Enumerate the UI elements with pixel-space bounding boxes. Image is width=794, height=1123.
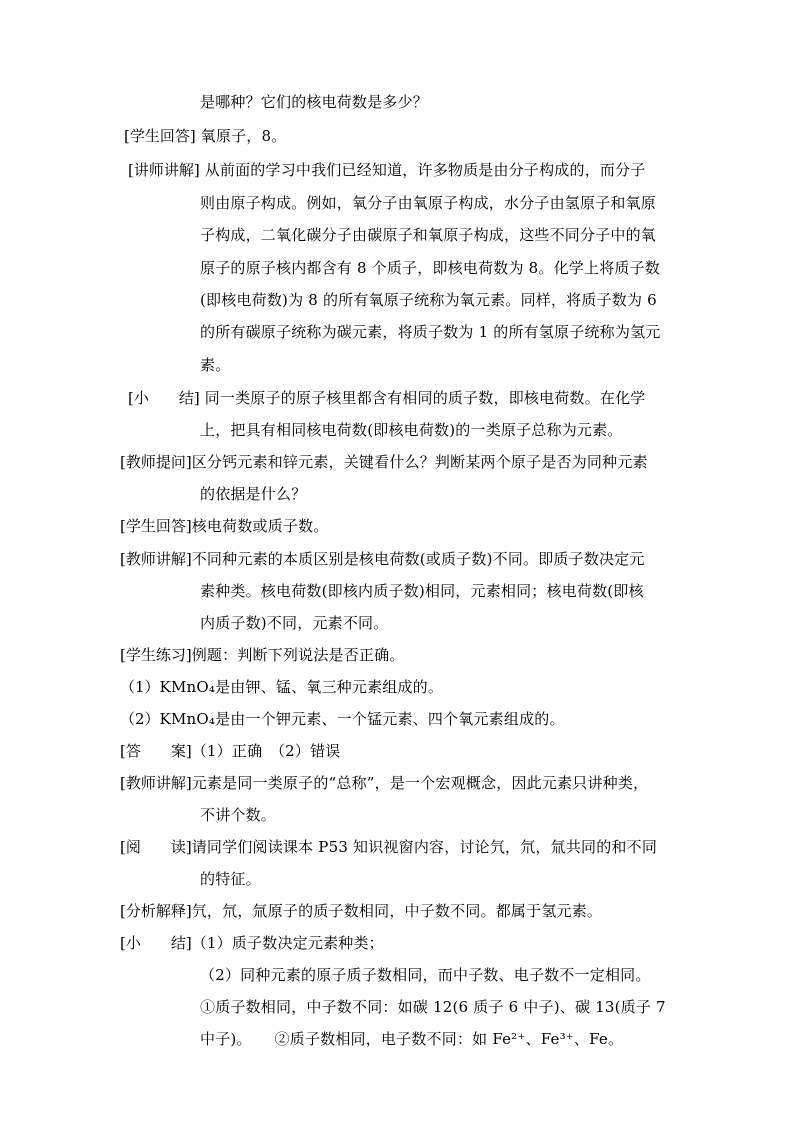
text-line: 不讲个数。 (200, 806, 277, 824)
text-line: （2）KMnO₄是由一个钾元素、一个锰元素、四个氧元素组成的。 (120, 710, 565, 728)
text-line: [小 结] 同一类原子的原子核里都含有相同的质子数，即核电荷数。在化学 (128, 389, 646, 407)
text-line: [学生回答]核电荷数或质子数。 (120, 517, 329, 535)
speaker-tag: [分析解释] (120, 902, 192, 920)
text-line: 的依据是什么？ (200, 485, 307, 503)
text-line: 的所有碳原子统称为碳元素，将质子数为 1 的所有氢原子统称为氢元 (200, 323, 661, 341)
text-line: [学生回答] 氧原子，8。 (124, 127, 287, 145)
speaker-tag: [小 结] (120, 934, 192, 952)
speaker-tag: [学生回答] (124, 127, 196, 145)
speaker-tag: [阅 读] (120, 838, 192, 856)
text-line: 上，把具有相同核电荷数(即核电荷数)的一类原子总称为元素。 (200, 421, 623, 439)
item-number: （1） (120, 678, 160, 696)
text-line: [学生练习]例题：判断下列说法是否正确。 (120, 646, 405, 664)
speaker-tag: [学生练习] (120, 646, 192, 664)
text-line: 素。 (200, 356, 231, 374)
speaker-tag: [答 案] (120, 742, 192, 760)
text-line: [分析解释]氕，氘，氚原子的质子数相同，中子数不同。都属于氢元素。 (120, 902, 603, 920)
speaker-tag: [小 结] (128, 389, 200, 407)
text-line: 原子的原子核内都含有 8 个质子，即核电荷数为 8。化学上将质子数 (200, 259, 660, 277)
text-line: 素种类。核电荷数(即核内质子数)相同，元素相同；核电荷数(即核 (200, 582, 644, 600)
text-line: 的特征。 (200, 870, 261, 888)
text-line: 中子)。 ②质子数相同，电子数不同：如 Fe²⁺、Fe³⁺、Fe。 (200, 1030, 624, 1048)
text-line: [阅 读]请同学们阅读课本 P53 知识视窗内容，讨论氕，氘，氚共同的和不同 (120, 838, 658, 856)
text-line: ①质子数相同，中子数不同：如碳 12(6 质子 6 中子)、碳 13(质子 7 (200, 998, 666, 1016)
speaker-tag: [教师讲解] (120, 550, 192, 568)
text-line: [教师提问]区分钙元素和锌元素，关键看什么？判断某两个原子是否为同种元素 (120, 453, 648, 471)
text-line: 是哪种？它们的核电荷数是多少？ (200, 93, 429, 111)
text-line: （1）KMnO₄是由钾、锰、氧三种元素组成的。 (120, 678, 444, 696)
text-line: [答 案]（1）正确 （2）错误 (120, 742, 341, 760)
item-number: （2） (120, 710, 160, 728)
speaker-tag: [学生回答] (120, 517, 192, 535)
speaker-tag: [教师提问] (120, 453, 192, 471)
speaker-tag: [教师讲解] (120, 774, 192, 792)
text-line: 内质子数)不同，元素不同。 (200, 614, 389, 632)
speaker-tag: [讲师讲解] (128, 161, 200, 179)
text-line: [小 结]（1）质子数决定元素种类； (120, 934, 384, 952)
text-line: 则由原子构成。例如，氧分子由氧原子构成，水分子由氢原子和氧原 (200, 194, 657, 212)
text-line: [教师讲解]元素是同一类原子的“总称”，是一个宏观概念，因此元素只讲种类， (120, 774, 649, 792)
text-line: (即核电荷数)为 8 的所有氧原子统称为氧元素。同样，将质子数为 6 (200, 291, 657, 309)
text-line: （2）同种元素的原子质子数相同，而中子数、电子数不一定相同。 (200, 966, 651, 984)
text-line: [教师讲解]不同种元素的本质区别是核电荷数(或质子数)不同。即质子数决定元 (120, 550, 645, 568)
text-line: [讲师讲解] 从前面的学习中我们已经知道，许多物质是由分子构成的，而分子 (128, 161, 646, 179)
text-line: 子构成，二氧化碳分子由碳原子和氧原子构成，这些不同分子中的氧 (200, 226, 657, 244)
